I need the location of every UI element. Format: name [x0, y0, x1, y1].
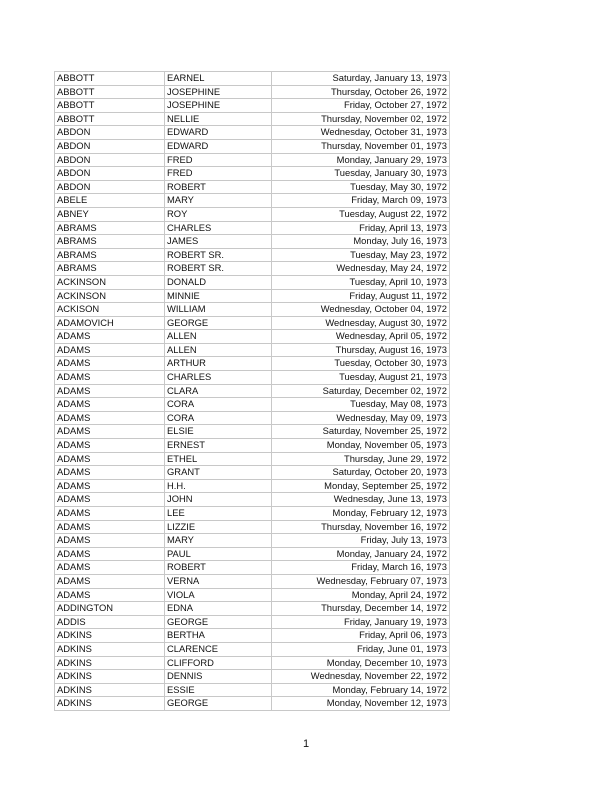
first-name-cell: GEORGE — [165, 615, 272, 629]
last-name-cell: ADAMS — [55, 357, 165, 371]
table-row — [55, 343, 450, 357]
last-name-cell: ADAMS — [55, 439, 165, 453]
table-row — [55, 275, 450, 289]
first-name-cell: GEORGE — [165, 697, 272, 711]
date-cell: Monday, July 16, 1973 — [272, 235, 450, 249]
date-cell: Saturday, November 25, 1972 — [272, 425, 450, 439]
records-table — [54, 71, 450, 711]
date-cell: Tuesday, May 08, 1973 — [272, 398, 450, 412]
last-name-cell: ADKINS — [55, 670, 165, 684]
last-name-cell: ABRAMS — [55, 262, 165, 276]
first-name-cell: ETHEL — [165, 452, 272, 466]
first-name-cell: FRED — [165, 153, 272, 167]
date-cell: Monday, November 12, 1973 — [272, 697, 450, 711]
date-cell: Wednesday, May 24, 1972 — [272, 262, 450, 276]
table-row — [55, 85, 450, 99]
last-name-cell: ADKINS — [55, 683, 165, 697]
last-name-cell: ADDINGTON — [55, 602, 165, 616]
date-cell: Monday, January 24, 1972 — [272, 547, 450, 561]
table-row — [55, 683, 450, 697]
date-cell: Thursday, November 16, 1972 — [272, 520, 450, 534]
first-name-cell: NELLIE — [165, 112, 272, 126]
date-cell: Monday, April 24, 1972 — [272, 588, 450, 602]
date-cell: Thursday, November 01, 1973 — [272, 139, 450, 153]
table-row — [55, 153, 450, 167]
first-name-cell: WILLIAM — [165, 303, 272, 317]
date-cell: Monday, November 05, 1973 — [272, 439, 450, 453]
table-row — [55, 479, 450, 493]
date-cell: Tuesday, May 23, 1972 — [272, 248, 450, 262]
last-name-cell: ADAMS — [55, 425, 165, 439]
first-name-cell: JOSEPHINE — [165, 85, 272, 99]
table-row — [55, 615, 450, 629]
table-row — [55, 642, 450, 656]
table-row — [55, 656, 450, 670]
first-name-cell: CLARA — [165, 384, 272, 398]
date-cell: Wednesday, October 04, 1972 — [272, 303, 450, 317]
date-cell: Friday, August 11, 1972 — [272, 289, 450, 303]
table-row — [55, 180, 450, 194]
first-name-cell: EARNEL — [165, 72, 272, 86]
first-name-cell: ROBERT — [165, 561, 272, 575]
first-name-cell: ARTHUR — [165, 357, 272, 371]
first-name-cell: JOSEPHINE — [165, 99, 272, 113]
table-row — [55, 697, 450, 711]
last-name-cell: ABRAMS — [55, 248, 165, 262]
date-cell: Friday, October 27, 1972 — [272, 99, 450, 113]
first-name-cell: ROY — [165, 207, 272, 221]
date-cell: Tuesday, January 30, 1973 — [272, 167, 450, 181]
table-row — [55, 493, 450, 507]
date-cell: Friday, March 16, 1973 — [272, 561, 450, 575]
date-cell: Monday, September 25, 1972 — [272, 479, 450, 493]
date-cell: Friday, April 06, 1973 — [272, 629, 450, 643]
last-name-cell: ADKINS — [55, 697, 165, 711]
last-name-cell: ADAMS — [55, 574, 165, 588]
date-cell: Friday, April 13, 1973 — [272, 221, 450, 235]
table-row — [55, 112, 450, 126]
first-name-cell: BERTHA — [165, 629, 272, 643]
last-name-cell: ACKISON — [55, 303, 165, 317]
last-name-cell: ABRAMS — [55, 235, 165, 249]
last-name-cell: ADDIS — [55, 615, 165, 629]
last-name-cell: ADAMS — [55, 493, 165, 507]
first-name-cell: MARY — [165, 534, 272, 548]
table-row — [55, 588, 450, 602]
last-name-cell: ADAMS — [55, 384, 165, 398]
date-cell: Friday, July 13, 1973 — [272, 534, 450, 548]
last-name-cell: ADAMS — [55, 520, 165, 534]
date-cell: Tuesday, August 22, 1972 — [272, 207, 450, 221]
last-name-cell: ADAMS — [55, 330, 165, 344]
first-name-cell: MINNIE — [165, 289, 272, 303]
last-name-cell: ABDON — [55, 153, 165, 167]
last-name-cell: ABBOTT — [55, 85, 165, 99]
date-cell: Thursday, October 26, 1972 — [272, 85, 450, 99]
first-name-cell: LIZZIE — [165, 520, 272, 534]
table-row — [55, 207, 450, 221]
last-name-cell: ABDON — [55, 126, 165, 140]
first-name-cell: ELSIE — [165, 425, 272, 439]
first-name-cell: GRANT — [165, 466, 272, 480]
last-name-cell: ABBOTT — [55, 72, 165, 86]
table-row — [55, 221, 450, 235]
table-row — [55, 574, 450, 588]
last-name-cell: ABDON — [55, 139, 165, 153]
first-name-cell: VIOLA — [165, 588, 272, 602]
first-name-cell: CHARLES — [165, 371, 272, 385]
last-name-cell: ADKINS — [55, 656, 165, 670]
table-row — [55, 126, 450, 140]
last-name-cell: ADAMOVICH — [55, 316, 165, 330]
first-name-cell: EDNA — [165, 602, 272, 616]
table-row — [55, 466, 450, 480]
table-row — [55, 384, 450, 398]
table-row — [55, 357, 450, 371]
date-cell: Monday, February 14, 1972 — [272, 683, 450, 697]
date-cell: Wednesday, August 30, 1972 — [272, 316, 450, 330]
last-name-cell: ADAMS — [55, 371, 165, 385]
table-row — [55, 72, 450, 86]
first-name-cell: FRED — [165, 167, 272, 181]
table-row — [55, 316, 450, 330]
first-name-cell: DENNIS — [165, 670, 272, 684]
first-name-cell: ESSIE — [165, 683, 272, 697]
last-name-cell: ADAMS — [55, 479, 165, 493]
first-name-cell: DONALD — [165, 275, 272, 289]
first-name-cell: ROBERT — [165, 180, 272, 194]
date-cell: Friday, March 09, 1973 — [272, 194, 450, 208]
last-name-cell: ABDON — [55, 167, 165, 181]
first-name-cell: EDWARD — [165, 139, 272, 153]
first-name-cell: H.H. — [165, 479, 272, 493]
table-row — [55, 167, 450, 181]
table-row — [55, 194, 450, 208]
table-row — [55, 411, 450, 425]
first-name-cell: CHARLES — [165, 221, 272, 235]
date-cell: Saturday, October 20, 1973 — [272, 466, 450, 480]
date-cell: Friday, January 19, 1973 — [272, 615, 450, 629]
last-name-cell: ADAMS — [55, 452, 165, 466]
date-cell: Saturday, December 02, 1972 — [272, 384, 450, 398]
last-name-cell: ABNEY — [55, 207, 165, 221]
first-name-cell: JAMES — [165, 235, 272, 249]
first-name-cell: MARY — [165, 194, 272, 208]
first-name-cell: CORA — [165, 398, 272, 412]
first-name-cell: JOHN — [165, 493, 272, 507]
date-cell: Wednesday, February 07, 1973 — [272, 574, 450, 588]
date-cell: Tuesday, August 21, 1973 — [272, 371, 450, 385]
date-cell: Saturday, January 13, 1973 — [272, 72, 450, 86]
date-cell: Wednesday, October 31, 1973 — [272, 126, 450, 140]
first-name-cell: ROBERT SR. — [165, 262, 272, 276]
records-table-body — [55, 72, 450, 711]
first-name-cell: LEE — [165, 507, 272, 521]
date-cell: Monday, January 29, 1973 — [272, 153, 450, 167]
date-cell: Thursday, August 16, 1973 — [272, 343, 450, 357]
table-row — [55, 547, 450, 561]
last-name-cell: ADAMS — [55, 466, 165, 480]
table-row — [55, 670, 450, 684]
table-row — [55, 629, 450, 643]
last-name-cell: ABBOTT — [55, 99, 165, 113]
last-name-cell: ADKINS — [55, 629, 165, 643]
date-cell: Wednesday, June 13, 1973 — [272, 493, 450, 507]
last-name-cell: ABRAMS — [55, 221, 165, 235]
last-name-cell: ACKINSON — [55, 289, 165, 303]
first-name-cell: ALLEN — [165, 343, 272, 357]
last-name-cell: ABELE — [55, 194, 165, 208]
table-row — [55, 520, 450, 534]
date-cell: Tuesday, May 30, 1972 — [272, 180, 450, 194]
table-row — [55, 139, 450, 153]
last-name-cell: ADAMS — [55, 534, 165, 548]
date-cell: Friday, June 01, 1973 — [272, 642, 450, 656]
table-row — [55, 398, 450, 412]
page-number: 1 — [302, 738, 310, 750]
date-cell: Monday, February 12, 1973 — [272, 507, 450, 521]
table-row — [55, 99, 450, 113]
last-name-cell: ABBOTT — [55, 112, 165, 126]
date-cell: Thursday, December 14, 1972 — [272, 602, 450, 616]
first-name-cell: CORA — [165, 411, 272, 425]
table-row — [55, 452, 450, 466]
table-row — [55, 330, 450, 344]
first-name-cell: CLARENCE — [165, 642, 272, 656]
first-name-cell: CLIFFORD — [165, 656, 272, 670]
date-cell: Tuesday, October 30, 1973 — [272, 357, 450, 371]
last-name-cell: ADAMS — [55, 398, 165, 412]
date-cell: Monday, December 10, 1973 — [272, 656, 450, 670]
last-name-cell: ADKINS — [55, 642, 165, 656]
last-name-cell: ACKINSON — [55, 275, 165, 289]
table-row — [55, 534, 450, 548]
first-name-cell: VERNA — [165, 574, 272, 588]
last-name-cell: ADAMS — [55, 343, 165, 357]
last-name-cell: ADAMS — [55, 547, 165, 561]
first-name-cell: EDWARD — [165, 126, 272, 140]
first-name-cell: PAUL — [165, 547, 272, 561]
date-cell: Thursday, June 29, 1972 — [272, 452, 450, 466]
last-name-cell: ADAMS — [55, 507, 165, 521]
last-name-cell: ADAMS — [55, 588, 165, 602]
table-row — [55, 235, 450, 249]
table-row — [55, 248, 450, 262]
table-row — [55, 507, 450, 521]
last-name-cell: ADAMS — [55, 561, 165, 575]
date-cell: Wednesday, April 05, 1972 — [272, 330, 450, 344]
table-row — [55, 602, 450, 616]
last-name-cell: ABDON — [55, 180, 165, 194]
table-row — [55, 262, 450, 276]
date-cell: Wednesday, May 09, 1973 — [272, 411, 450, 425]
first-name-cell: ROBERT SR. — [165, 248, 272, 262]
last-name-cell: ADAMS — [55, 411, 165, 425]
date-cell: Thursday, November 02, 1972 — [272, 112, 450, 126]
first-name-cell: ALLEN — [165, 330, 272, 344]
date-cell: Wednesday, November 22, 1972 — [272, 670, 450, 684]
table-row — [55, 425, 450, 439]
table-row — [55, 289, 450, 303]
table-row — [55, 371, 450, 385]
first-name-cell: GEORGE — [165, 316, 272, 330]
table-row — [55, 439, 450, 453]
first-name-cell: ERNEST — [165, 439, 272, 453]
table-row — [55, 561, 450, 575]
table-row — [55, 303, 450, 317]
date-cell: Tuesday, April 10, 1973 — [272, 275, 450, 289]
